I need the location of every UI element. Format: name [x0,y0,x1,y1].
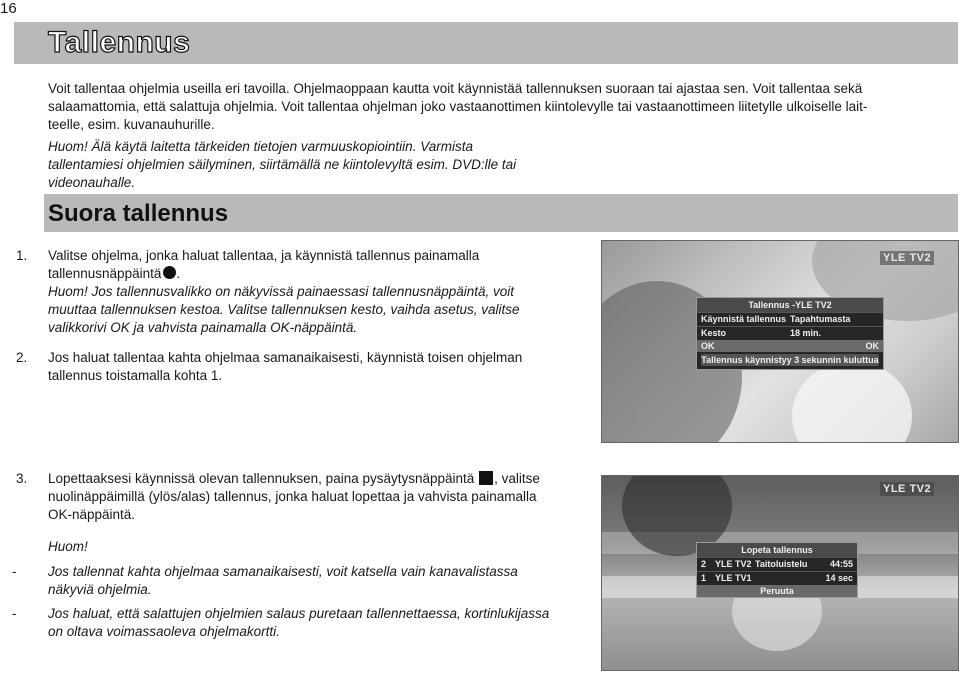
warning-line: tallentamiesi ohjelmien säilyminen, siirtämällä ne kiintolevyltä esim. DVD:lle tai [48,157,517,172]
step-2 [48,349,593,385]
note-item [48,605,596,641]
page-title: Tallennus [48,26,191,59]
channel-logo: YLE TV2 [880,482,934,496]
note-line: näkyviä ohjelmia. [48,582,152,597]
step-line: OK-näppäintä. [48,507,136,522]
page-number: 16 [0,0,17,17]
step-line-with-icon: Lopettaaksesi käynnissä olevan tallennuksen, paina pysäytysnäppäintä , valitse [48,471,540,486]
note-line: Jos tallennat kahta ohjelmaa samanaikaisesti, voit katsella vain kanavalistassa [48,564,518,579]
menu-title: Tallennus -YLE TV2 [697,298,883,312]
menu-row: Käynnistä tallennus Tapahtumasta [697,312,883,326]
menu-row: Kesto 18 min. [697,326,883,340]
step-3 [48,470,596,524]
step-number: 1. [16,248,28,263]
note-line: Huom! Jos tallennusvalikko on näkyvissä painaessasi tallennusnäppäintä, voit [48,284,515,299]
warning-line: Huom! Älä käytä laitetta tärkeiden tietojen varmuuskopiointiin. Varmista [48,139,473,154]
note-label: Huom! [48,539,88,554]
step-number: 3. [16,471,28,486]
note-line: Jos haluat, että salattujen ohjelmien salaus puretaan tallennettaessa, kortinlukijassa [48,606,550,621]
step-line: Jos haluat tallentaa kahta ohjelmaa samanaikaisesti, käynnistä toisen ohjelman [48,350,523,365]
stop-button-icon [479,471,493,485]
step-1 [48,247,593,337]
cancel-row: Peruuta [697,585,857,597]
tv-screenshot-stop [601,475,959,671]
step-line: tallennus toistamalla kohta 1. [48,368,223,383]
step-line-with-icon: tallennusnäppäintä . [48,266,181,281]
note-line: muuttaa tallennuksen kestoa. Valitse tallennuksen kesto, vaihda asetus, valitse [48,302,520,317]
note-line: valikkorivi OK ja vahvista painamalla OK-näppäintä. [48,320,358,335]
record-menu [696,297,884,370]
intro-line: Voit tallentaa ohjelmia useilla eri tavoilla. Ohjelmaoppaan kautta voit käynnistää tallennuksen suoraan tai ajastaa sen. Voit tallentaa sekä [48,81,863,96]
menu-row: 2 YLE TV2 Taitoluistelu 44:55 [697,557,857,571]
section-title: Suora tallennus [48,200,229,227]
warning-line: videonauhalle. [48,175,136,190]
intro-paragraph [48,80,953,134]
warning-paragraph [48,138,598,192]
step-line: nuolinäppäimillä (ylös/alas) tallennus, jonka haluat lopettaa ja vahvista painamalla [48,489,537,504]
stop-menu [696,542,858,598]
menu-ok-row: OK OK [697,340,883,352]
record-button-icon [163,266,176,279]
dash: - [12,606,17,621]
intro-line: salaamattomia, että salattuja ohjelmia. Voit tallentaa ohjelman joko vastaanottimen kiintolevylle tai vastaanottimeen liitetylle ulkoiselle lait- [48,99,868,114]
step-1-note [48,283,593,337]
menu-row: 1 YLE TV1 14 sec [697,571,857,585]
step-line: Valitse ohjelma, jonka haluat tallentaa, ja käynnistä tallennus painamalla [48,248,480,263]
tv-screenshot-record [601,240,959,443]
intro-line: teelle, esim. kuvanauhurille. [48,117,215,132]
heading-band [14,22,958,64]
menu-message: Tallennus käynnistyy 3 sekunnin kuluttua [701,355,879,365]
step-number: 2. [16,350,28,365]
background-figure [792,361,912,443]
note-item [48,563,596,599]
subheading-band [44,194,958,232]
note-line: on oltava voimassaoleva ohjelmakortti. [48,624,280,639]
channel-logo: YLE TV2 [880,251,934,265]
menu-title: Lopeta tallennus [697,543,857,557]
dash: - [12,564,17,579]
